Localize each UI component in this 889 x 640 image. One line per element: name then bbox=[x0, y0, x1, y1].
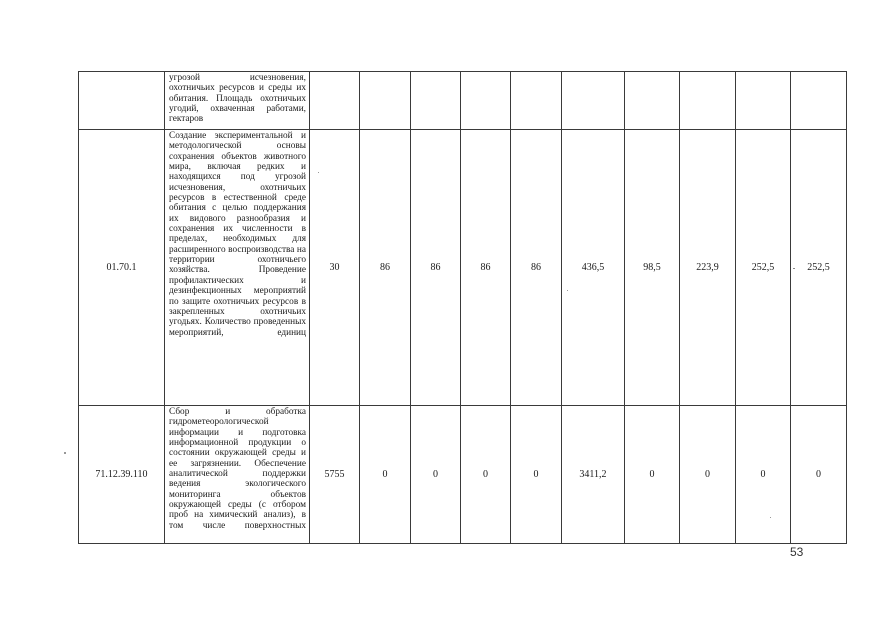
value-cell: 86 bbox=[461, 130, 511, 406]
value-cell bbox=[736, 72, 791, 130]
table-row bbox=[79, 72, 847, 130]
table-row bbox=[79, 406, 847, 544]
value-cell bbox=[310, 72, 360, 130]
activity-description: Создание экспериментальной и методологической основы сохранения объектов животного мира, включая редких и находящихся под угрозой исчезновения, охотничьих ресурсов в естественной среде обитания с целью поддержания их видового разнообразия и сохранения их численности в пределах, необходимых для расширенного воспроизводства на территории охотничьего хозяйства. Проведение профилактических и дезинфекционных мероприятий по защите охотничьих ресурсов в закрепленных охотничьих угодьях. Количество проведенных мероприятий, единиц bbox=[169, 131, 306, 338]
value-cell bbox=[791, 72, 847, 130]
value-cell: 252,5 bbox=[791, 130, 847, 406]
value-cell: 252,5 bbox=[736, 130, 791, 406]
value-cell: 5755 bbox=[310, 406, 360, 544]
value-cell: 0 bbox=[791, 406, 847, 544]
table-row bbox=[79, 130, 847, 406]
activity-code-cell: 71.12.39.110 bbox=[79, 406, 165, 544]
scan-speck bbox=[64, 452, 66, 454]
activity-description: угрозой исчезновения, охотничьих ресурсов и среды их обитания. Площадь охотничьих угодий, охваченная работами, гектаров bbox=[169, 73, 306, 125]
value-cell bbox=[562, 72, 625, 130]
value-cell: 0 bbox=[360, 406, 411, 544]
activity-description-cell bbox=[165, 72, 310, 130]
scan-speck bbox=[567, 290, 568, 291]
value-cell bbox=[360, 72, 411, 130]
page-number: 53 bbox=[790, 545, 804, 559]
value-cell: 0 bbox=[411, 406, 461, 544]
value-cell: 98,5 bbox=[625, 130, 680, 406]
value-cell bbox=[680, 72, 736, 130]
value-cell bbox=[511, 72, 562, 130]
value-cell: 0 bbox=[680, 406, 736, 544]
value-cell: 223,9 bbox=[680, 130, 736, 406]
scan-speck bbox=[318, 172, 319, 173]
value-cell: 86 bbox=[360, 130, 411, 406]
value-cell: 0 bbox=[511, 406, 562, 544]
activity-code-cell: 01.70.1 bbox=[79, 130, 165, 406]
activity-description: Сбор и обработка гидрометеорологической информации и подготовка информационной продукции о состоянии окружающей среды и ее загрязнении. Обеспечение аналитической поддержки ведения экологического мониторинга объектов окружающей среды (с отбором проб на химический анализ), в том числе поверхностных bbox=[169, 407, 306, 531]
scan-speck bbox=[793, 268, 795, 269]
activity-description-cell bbox=[165, 406, 310, 544]
value-cell: 0 bbox=[461, 406, 511, 544]
value-cell: 30 bbox=[310, 130, 360, 406]
value-cell: 0 bbox=[625, 406, 680, 544]
data-table bbox=[78, 71, 847, 544]
value-cell bbox=[411, 72, 461, 130]
value-cell: 86 bbox=[511, 130, 562, 406]
value-cell bbox=[461, 72, 511, 130]
value-cell: 0 bbox=[736, 406, 791, 544]
value-cell: 86 bbox=[411, 130, 461, 406]
value-cell bbox=[625, 72, 680, 130]
activity-code-cell bbox=[79, 72, 165, 130]
scan-speck bbox=[770, 517, 771, 518]
value-cell: 436,5 bbox=[562, 130, 625, 406]
value-cell: 3411,2 bbox=[562, 406, 625, 544]
activity-description-cell bbox=[165, 130, 310, 406]
